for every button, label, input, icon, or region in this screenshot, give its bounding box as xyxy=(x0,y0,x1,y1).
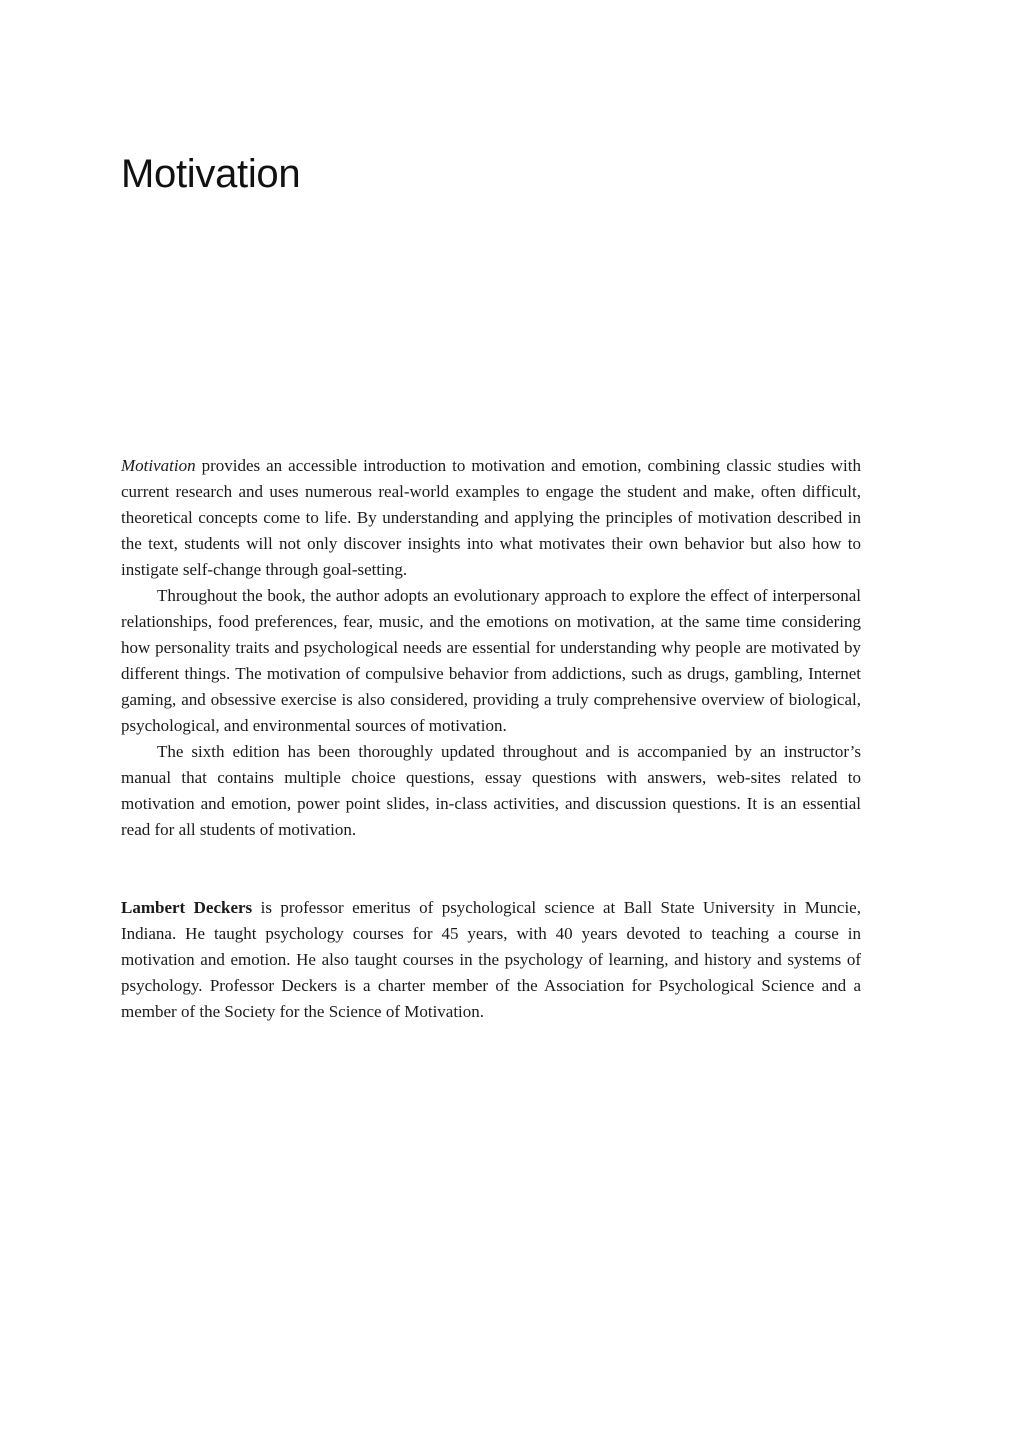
description-paragraph-2: Throughout the book, the author adopts an evolutionary approach to explore the effect of interpersonal relationships, food preferences, fear, music, and the emotions on motivation, at the same time considering how personality traits and psychological needs are essential for understanding why people are motivated by different things. The motivation of compulsive behavior from addictions, such as drugs, gambling, Internet gaming, and obsessive exercise is also considered, providing a truly comprehensive overview of biological, psychological, and environmental sources of motivation. xyxy=(121,586,861,735)
description-paragraph-1-text: provides an accessible introduction to motivation and emotion, combining classic studies with current research and uses numerous real-world examples to engage the student and make, often difficult, theoretical concepts come to life. By understanding and applying the principles of motivation described in the text, students will not only discover insights into what motivates their own behavior but also how to instigate self-change through goal-setting. xyxy=(121,456,861,579)
author-bio-text: is professor emeritus of psychological science at Ball State University in Muncie, Indiana. He taught psychology courses for 45 years, with 40 years devoted to teaching a course in motivation and emotion. He also taught courses in the psychology of learning, and history and systems of psychology. Professor Deckers is a charter member of the Association for Psychological Science and a member of the Society for the Science of Motivation. xyxy=(121,898,861,1021)
description-paragraph-3: The sixth edition has been thoroughly updated throughout and is accompanied by an instructor’s manual that contains multiple choice questions, essay questions with answers, web-sites related to motivation and emotion, power point slides, in-class activities, and discussion questions. It is an essential read for all students of motivation. xyxy=(121,742,861,839)
book-description xyxy=(121,453,861,843)
book-title-italic: Motivation xyxy=(121,456,196,475)
page-title: Motivation xyxy=(121,152,301,196)
description-paragraph-1 xyxy=(121,453,861,583)
author-name: Lambert Deckers xyxy=(121,898,253,917)
author-bio xyxy=(121,895,861,1025)
